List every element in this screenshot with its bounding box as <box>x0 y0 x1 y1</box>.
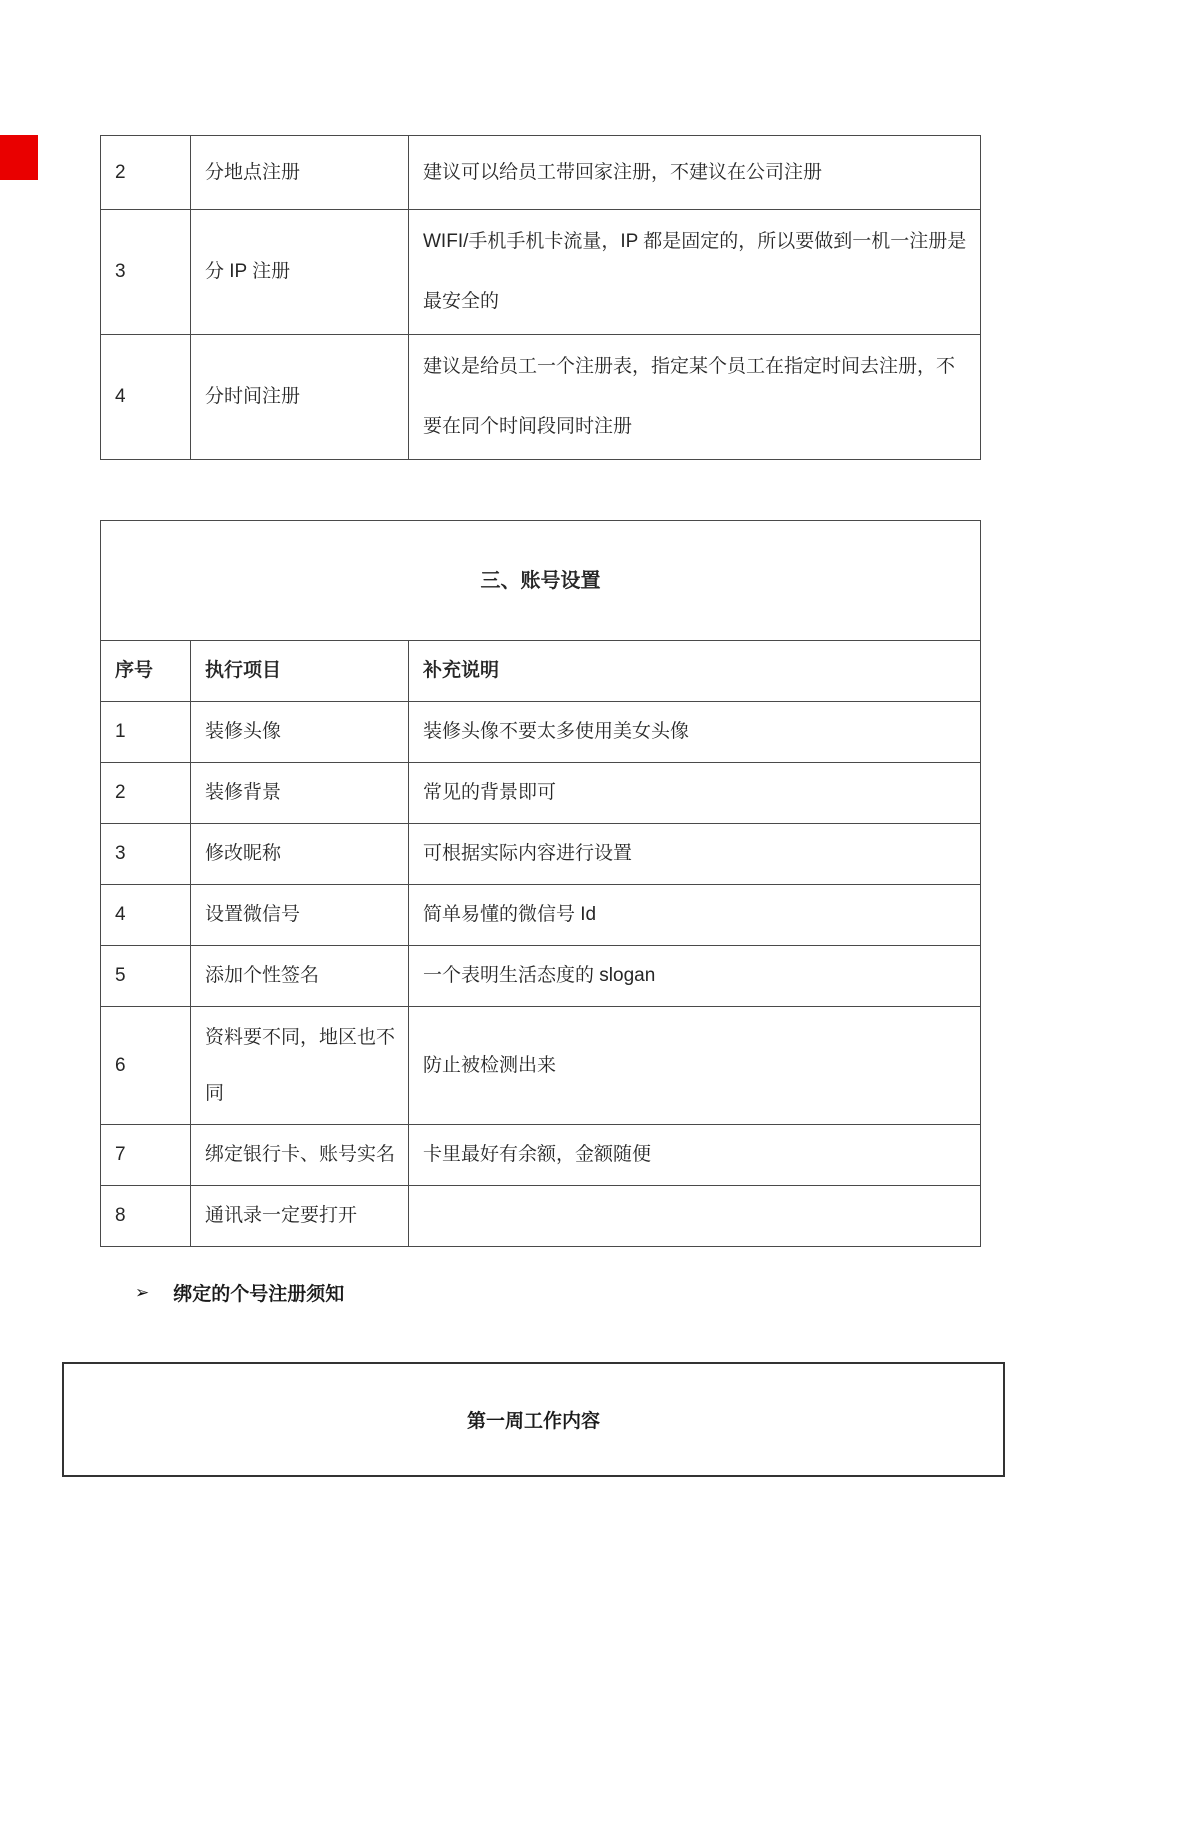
table-row <box>101 763 981 824</box>
row-note: 防止被检测出来 <box>409 1007 981 1125</box>
row-number: 3 <box>101 210 191 335</box>
row-item: 添加个性签名 <box>191 946 409 1007</box>
table-row <box>101 824 981 885</box>
row-number: 3 <box>101 824 191 885</box>
account-setup-table <box>100 520 981 1247</box>
table-row <box>101 136 981 210</box>
row-item: 装修背景 <box>191 763 409 824</box>
header-item: 执行项目 <box>191 641 409 702</box>
row-note: 建议是给员工一个注册表，指定某个员工在指定时间去注册，不要在同个时间段同时注册 <box>409 335 981 460</box>
row-number: 1 <box>101 702 191 763</box>
row-number: 2 <box>101 763 191 824</box>
row-item: 通讯录一定要打开 <box>191 1186 409 1247</box>
document-page <box>0 135 1200 1477</box>
row-number: 2 <box>101 136 191 210</box>
row-item: 资料要不同，地区也不同 <box>191 1007 409 1125</box>
header-note: 补充说明 <box>409 641 981 702</box>
table-row <box>101 1186 981 1247</box>
table-row <box>101 210 981 335</box>
row-item: 设置微信号 <box>191 885 409 946</box>
table-title-row <box>101 521 981 641</box>
row-item: 分 IP 注册 <box>191 210 409 335</box>
row-note <box>409 1186 981 1247</box>
scan-corner-marker <box>0 135 38 180</box>
arrow-bullet-icon: ➢ <box>135 1282 150 1302</box>
table-row <box>101 885 981 946</box>
header-number: 序号 <box>101 641 191 702</box>
table-row <box>101 335 981 460</box>
table-title: 三、账号设置 <box>101 521 981 641</box>
row-note: WIFI/手机手机卡流量，IP 都是固定的，所以要做到一机一注册是最安全的 <box>409 210 981 335</box>
row-note: 常见的背景即可 <box>409 763 981 824</box>
row-number: 4 <box>101 335 191 460</box>
row-number: 7 <box>101 1125 191 1186</box>
row-item: 装修头像 <box>191 702 409 763</box>
row-note: 装修头像不要太多使用美女头像 <box>409 702 981 763</box>
row-item: 绑定银行卡、账号实名 <box>191 1125 409 1186</box>
row-note: 简单易懂的微信号 Id <box>409 885 981 946</box>
bullet-note-text: 绑定的个号注册须知 <box>173 1284 345 1305</box>
row-item: 分时间注册 <box>191 335 409 460</box>
row-note: 可根据实际内容进行设置 <box>409 824 981 885</box>
registration-method-table <box>100 135 981 460</box>
row-item: 修改昵称 <box>191 824 409 885</box>
table-row <box>101 1125 981 1186</box>
row-item: 分地点注册 <box>191 136 409 210</box>
table-header-row <box>101 641 981 702</box>
table-row <box>101 946 981 1007</box>
row-note: 建议可以给员工带回家注册，不建议在公司注册 <box>409 136 981 210</box>
row-note: 卡里最好有余额，金额随便 <box>409 1125 981 1186</box>
row-number: 5 <box>101 946 191 1007</box>
week-one-title: 第一周工作内容 <box>466 1411 600 1432</box>
row-note: 一个表明生活态度的 slogan <box>409 946 981 1007</box>
row-number: 4 <box>101 885 191 946</box>
bullet-note <box>135 1279 1200 1306</box>
row-number: 8 <box>101 1186 191 1247</box>
week-one-box <box>62 1362 1005 1477</box>
table-row <box>101 1007 981 1125</box>
row-number: 6 <box>101 1007 191 1125</box>
table-row <box>101 702 981 763</box>
